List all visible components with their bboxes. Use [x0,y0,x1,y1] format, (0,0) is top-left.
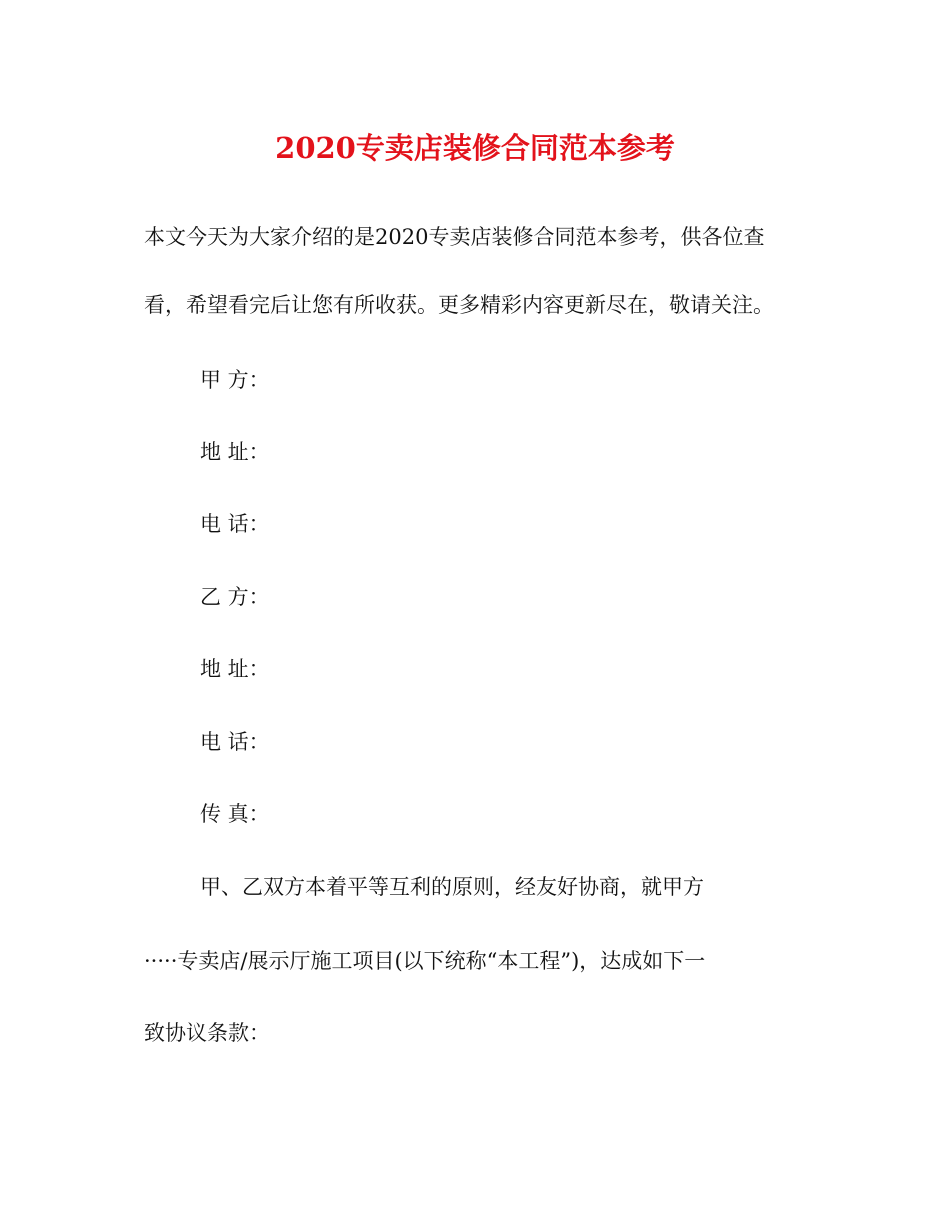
intro-line-2: 看，希望看完后让您有所收获。更多精彩内容更新尽在，敬请关注。 [144,293,774,317]
party-b-phone-label: 电 话： [200,730,270,754]
agreement-line-1: 甲、乙双方本着平等互利的原则，经友好协商，就甲方 [200,875,704,899]
party-a-address-label: 地 址： [200,440,270,464]
party-b-address-label: 地 址： [200,657,270,681]
party-a-phone-label: 电 话： [200,512,270,536]
agreement-line-2: ·····专卖店/展示厅施工项目(以下统称“本工程”)，达成如下一 [144,949,706,973]
party-a-label: 甲 方： [200,368,270,392]
agreement-line-3: 致协议条款： [144,1021,270,1045]
document-title: 2020专卖店装修合同范本参考 [275,131,675,165]
intro-line-1: 本文今天为大家介绍的是2020专卖店装修合同范本参考，供各位查 [144,225,765,249]
party-b-fax-label: 传 真： [200,802,270,826]
party-b-label: 乙 方： [200,585,270,609]
